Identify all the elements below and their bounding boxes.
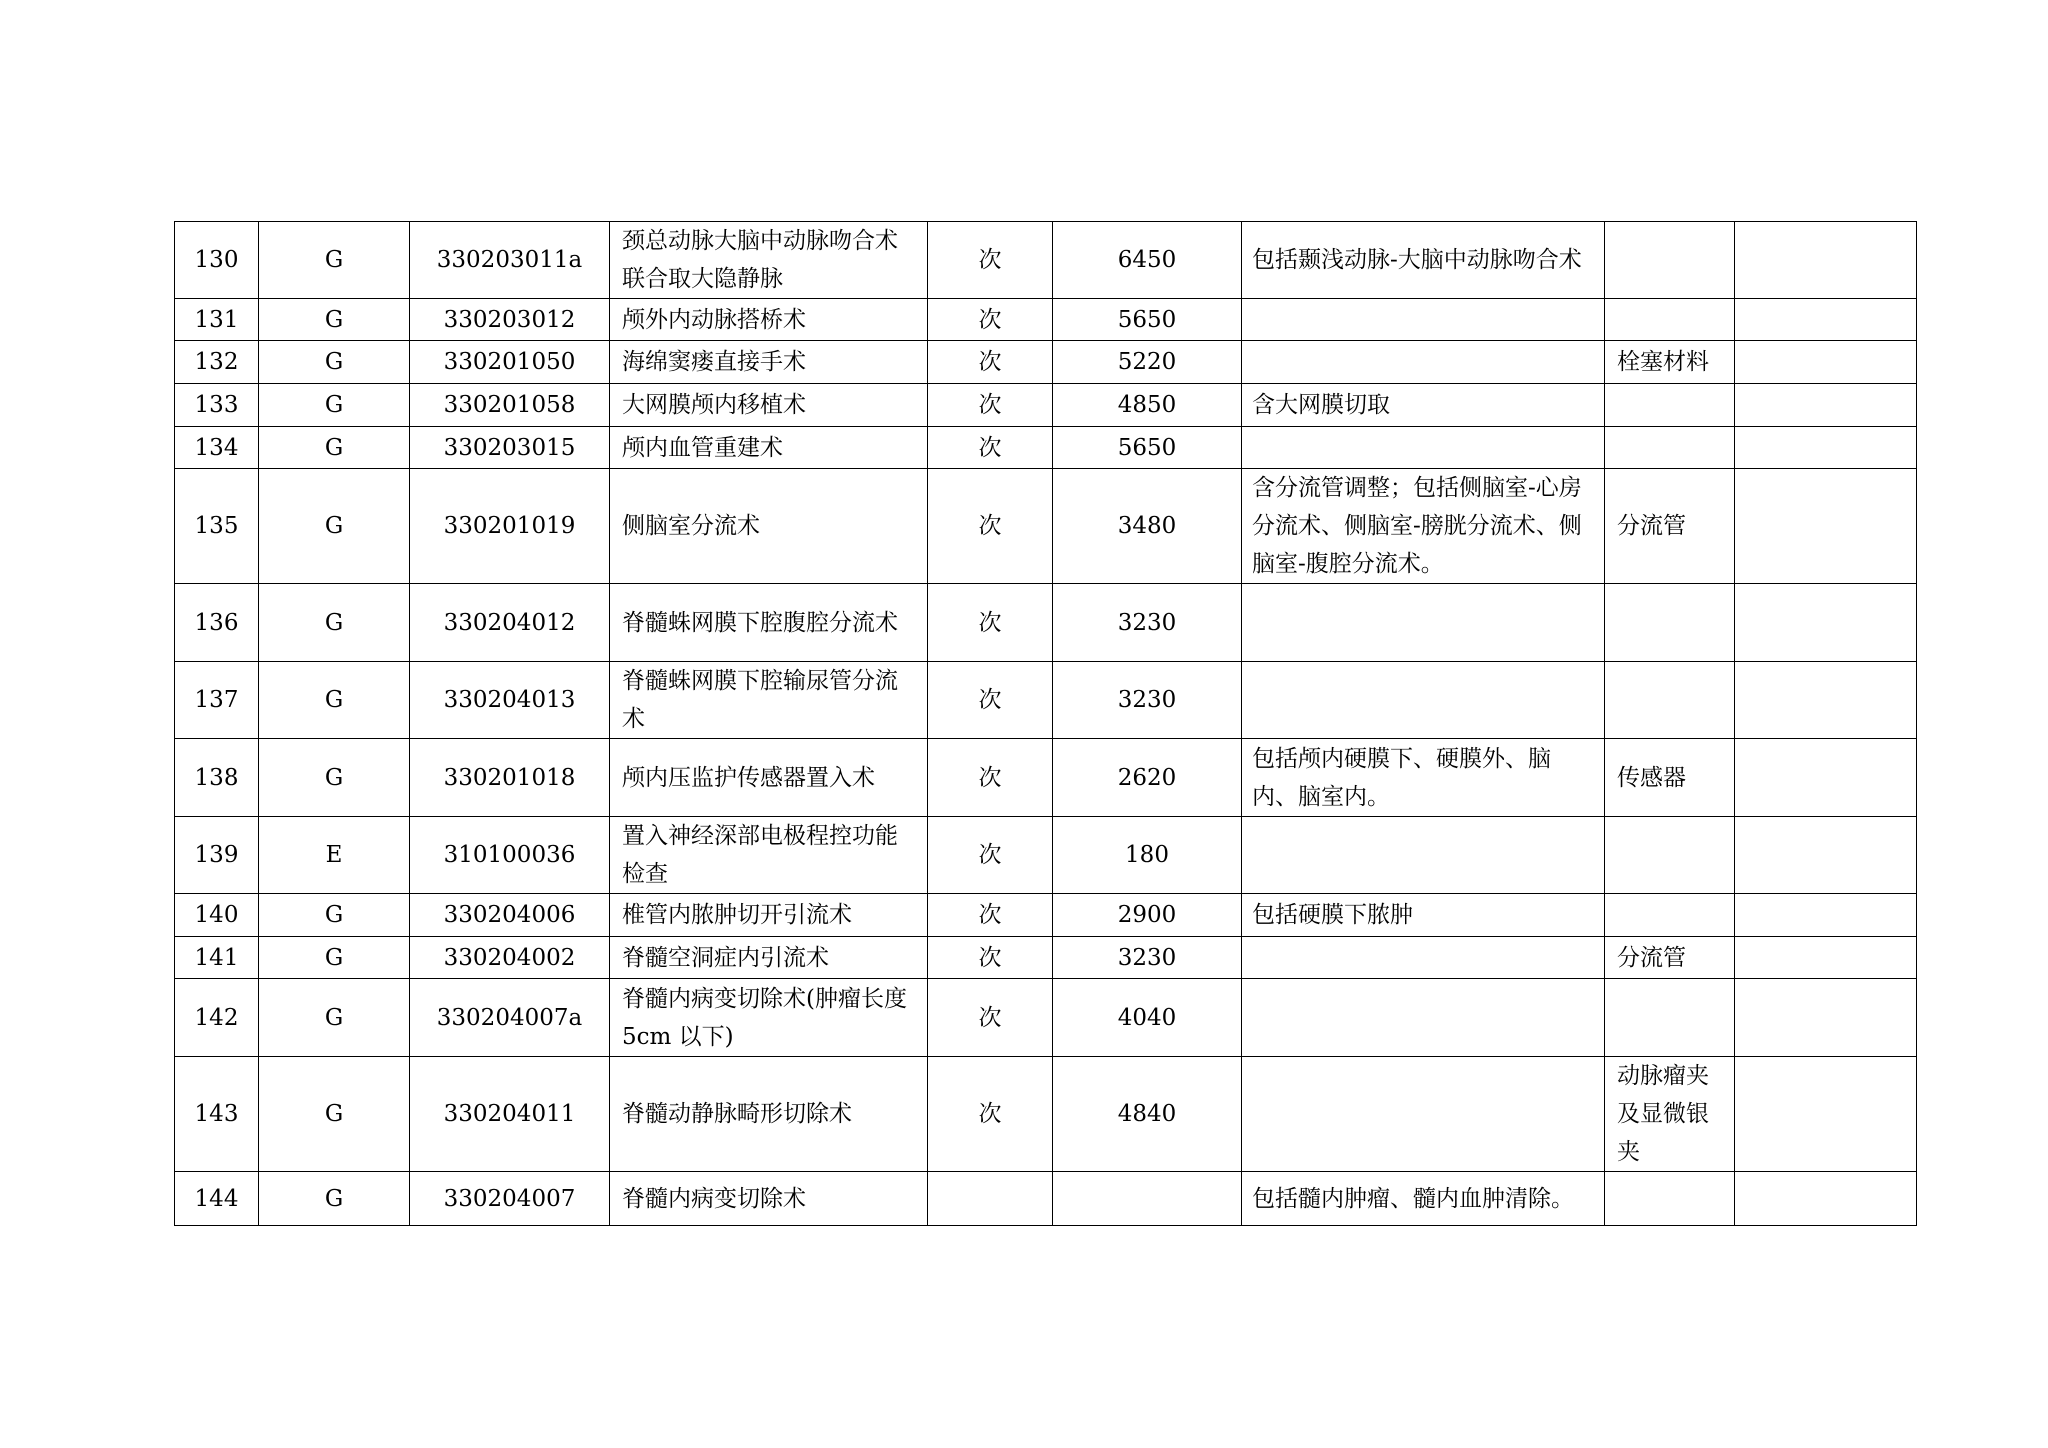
category-cell: G — [259, 1172, 410, 1226]
exclusion-cell — [1605, 817, 1735, 894]
seq-cell: 141 — [175, 937, 259, 979]
seq-cell: 137 — [175, 662, 259, 739]
name-cell: 脊髓蛛网膜下腔输尿管分流术 — [610, 662, 928, 739]
extra-cell — [1735, 427, 1917, 469]
extra-cell — [1735, 739, 1917, 817]
unit-cell: 次 — [928, 299, 1053, 341]
price-cell: 5220 — [1053, 341, 1242, 384]
extra-cell — [1735, 341, 1917, 384]
exclusion-cell: 分流管 — [1605, 469, 1735, 584]
code-cell: 330201050 — [410, 341, 610, 384]
seq-cell: 130 — [175, 222, 259, 299]
name-cell: 脊髓内病变切除术(肿瘤长度 5cm 以下) — [610, 979, 928, 1057]
unit-cell: 次 — [928, 662, 1053, 739]
table-row — [175, 584, 1917, 662]
seq-cell: 134 — [175, 427, 259, 469]
extra-cell — [1735, 979, 1917, 1057]
name-cell: 海绵窦瘘直接手术 — [610, 341, 928, 384]
name-cell: 大网膜颅内移植术 — [610, 384, 928, 427]
code-cell: 330204007a — [410, 979, 610, 1057]
unit-cell: 次 — [928, 817, 1053, 894]
price-cell: 4040 — [1053, 979, 1242, 1057]
name-cell: 脊髓空洞症内引流术 — [610, 937, 928, 979]
extra-cell — [1735, 469, 1917, 584]
code-cell: 330204006 — [410, 894, 610, 937]
unit-cell — [928, 1172, 1053, 1226]
price-cell: 2620 — [1053, 739, 1242, 817]
name-cell: 置入神经深部电极程控功能检查 — [610, 817, 928, 894]
name-cell: 侧脑室分流术 — [610, 469, 928, 584]
note-cell: 包括颅内硬膜下、硬膜外、脑内、脑室内。 — [1242, 739, 1605, 817]
table-row — [175, 341, 1917, 384]
note-cell — [1242, 299, 1605, 341]
category-cell: G — [259, 427, 410, 469]
exclusion-cell: 动脉瘤夹及显微银夹 — [1605, 1057, 1735, 1172]
seq-cell: 132 — [175, 341, 259, 384]
code-cell: 330201018 — [410, 739, 610, 817]
name-cell: 脊髓内病变切除术 — [610, 1172, 928, 1226]
note-cell: 包括颞浅动脉-大脑中动脉吻合术 — [1242, 222, 1605, 299]
price-table — [174, 221, 1917, 1226]
note-cell — [1242, 584, 1605, 662]
table-row — [175, 299, 1917, 341]
name-cell: 脊髓动静脉畸形切除术 — [610, 1057, 928, 1172]
exclusion-cell — [1605, 894, 1735, 937]
price-cell: 2900 — [1053, 894, 1242, 937]
seq-cell: 133 — [175, 384, 259, 427]
exclusion-cell — [1605, 979, 1735, 1057]
exclusion-cell — [1605, 1172, 1735, 1226]
extra-cell — [1735, 299, 1917, 341]
table-row — [175, 937, 1917, 979]
category-cell: G — [259, 739, 410, 817]
unit-cell: 次 — [928, 937, 1053, 979]
price-cell: 3230 — [1053, 937, 1242, 979]
exclusion-cell — [1605, 222, 1735, 299]
table-row — [175, 894, 1917, 937]
code-cell: 330204012 — [410, 584, 610, 662]
price-cell — [1053, 1172, 1242, 1226]
seq-cell: 142 — [175, 979, 259, 1057]
category-cell: G — [259, 341, 410, 384]
note-cell: 包括髓内肿瘤、髓内血肿清除。 — [1242, 1172, 1605, 1226]
unit-cell: 次 — [928, 739, 1053, 817]
table-row — [175, 469, 1917, 584]
seq-cell: 143 — [175, 1057, 259, 1172]
table-row — [175, 1057, 1917, 1172]
name-cell: 颅外内动脉搭桥术 — [610, 299, 928, 341]
price-cell: 3480 — [1053, 469, 1242, 584]
note-cell: 含分流管调整；包括侧脑室-心房分流术、侧脑室-膀胱分流术、侧脑室-腹腔分流术。 — [1242, 469, 1605, 584]
category-cell: G — [259, 979, 410, 1057]
unit-cell: 次 — [928, 427, 1053, 469]
code-cell: 330203015 — [410, 427, 610, 469]
seq-cell: 138 — [175, 739, 259, 817]
note-cell — [1242, 662, 1605, 739]
category-cell: G — [259, 1057, 410, 1172]
table-row — [175, 427, 1917, 469]
seq-cell: 136 — [175, 584, 259, 662]
table-row — [175, 1172, 1917, 1226]
exclusion-cell — [1605, 427, 1735, 469]
exclusion-cell — [1605, 662, 1735, 739]
note-cell: 包括硬膜下脓肿 — [1242, 894, 1605, 937]
exclusion-cell: 栓塞材料 — [1605, 341, 1735, 384]
category-cell: G — [259, 299, 410, 341]
extra-cell — [1735, 894, 1917, 937]
table-row — [175, 384, 1917, 427]
note-cell: 含大网膜切取 — [1242, 384, 1605, 427]
exclusion-cell — [1605, 384, 1735, 427]
category-cell: G — [259, 469, 410, 584]
code-cell: 330204002 — [410, 937, 610, 979]
price-cell: 3230 — [1053, 584, 1242, 662]
seq-cell: 135 — [175, 469, 259, 584]
note-cell — [1242, 937, 1605, 979]
seq-cell: 140 — [175, 894, 259, 937]
price-cell: 5650 — [1053, 427, 1242, 469]
name-cell: 颅内压监护传感器置入术 — [610, 739, 928, 817]
category-cell: E — [259, 817, 410, 894]
extra-cell — [1735, 1057, 1917, 1172]
code-cell: 310100036 — [410, 817, 610, 894]
seq-cell: 144 — [175, 1172, 259, 1226]
seq-cell: 139 — [175, 817, 259, 894]
code-cell: 330204007 — [410, 1172, 610, 1226]
code-cell: 330201058 — [410, 384, 610, 427]
name-cell: 椎管内脓肿切开引流术 — [610, 894, 928, 937]
extra-cell — [1735, 817, 1917, 894]
seq-cell: 131 — [175, 299, 259, 341]
exclusion-cell: 传感器 — [1605, 739, 1735, 817]
code-cell: 330201019 — [410, 469, 610, 584]
price-cell: 3230 — [1053, 662, 1242, 739]
extra-cell — [1735, 1172, 1917, 1226]
note-cell — [1242, 341, 1605, 384]
table-row — [175, 817, 1917, 894]
extra-cell — [1735, 937, 1917, 979]
category-cell: G — [259, 662, 410, 739]
table-row — [175, 222, 1917, 299]
price-cell: 6450 — [1053, 222, 1242, 299]
note-cell — [1242, 979, 1605, 1057]
category-cell: G — [259, 384, 410, 427]
name-cell: 颅内血管重建术 — [610, 427, 928, 469]
note-cell — [1242, 427, 1605, 469]
price-cell: 180 — [1053, 817, 1242, 894]
exclusion-cell — [1605, 584, 1735, 662]
price-cell: 5650 — [1053, 299, 1242, 341]
name-cell: 脊髓蛛网膜下腔腹腔分流术 — [610, 584, 928, 662]
category-cell: G — [259, 584, 410, 662]
unit-cell: 次 — [928, 222, 1053, 299]
table-row — [175, 979, 1917, 1057]
unit-cell: 次 — [928, 341, 1053, 384]
category-cell: G — [259, 894, 410, 937]
extra-cell — [1735, 222, 1917, 299]
price-cell: 4840 — [1053, 1057, 1242, 1172]
table-row — [175, 662, 1917, 739]
unit-cell: 次 — [928, 384, 1053, 427]
table-row — [175, 739, 1917, 817]
note-cell — [1242, 817, 1605, 894]
category-cell: G — [259, 937, 410, 979]
name-cell: 颈总动脉大脑中动脉吻合术联合取大隐静脉 — [610, 222, 928, 299]
unit-cell: 次 — [928, 584, 1053, 662]
unit-cell: 次 — [928, 469, 1053, 584]
exclusion-cell: 分流管 — [1605, 937, 1735, 979]
table-body — [175, 222, 1917, 1226]
code-cell: 330204013 — [410, 662, 610, 739]
unit-cell: 次 — [928, 979, 1053, 1057]
unit-cell: 次 — [928, 894, 1053, 937]
price-cell: 4850 — [1053, 384, 1242, 427]
unit-cell: 次 — [928, 1057, 1053, 1172]
extra-cell — [1735, 662, 1917, 739]
code-cell: 330204011 — [410, 1057, 610, 1172]
category-cell: G — [259, 222, 410, 299]
code-cell: 330203012 — [410, 299, 610, 341]
extra-cell — [1735, 384, 1917, 427]
exclusion-cell — [1605, 299, 1735, 341]
extra-cell — [1735, 584, 1917, 662]
note-cell — [1242, 1057, 1605, 1172]
code-cell: 330203011a — [410, 222, 610, 299]
